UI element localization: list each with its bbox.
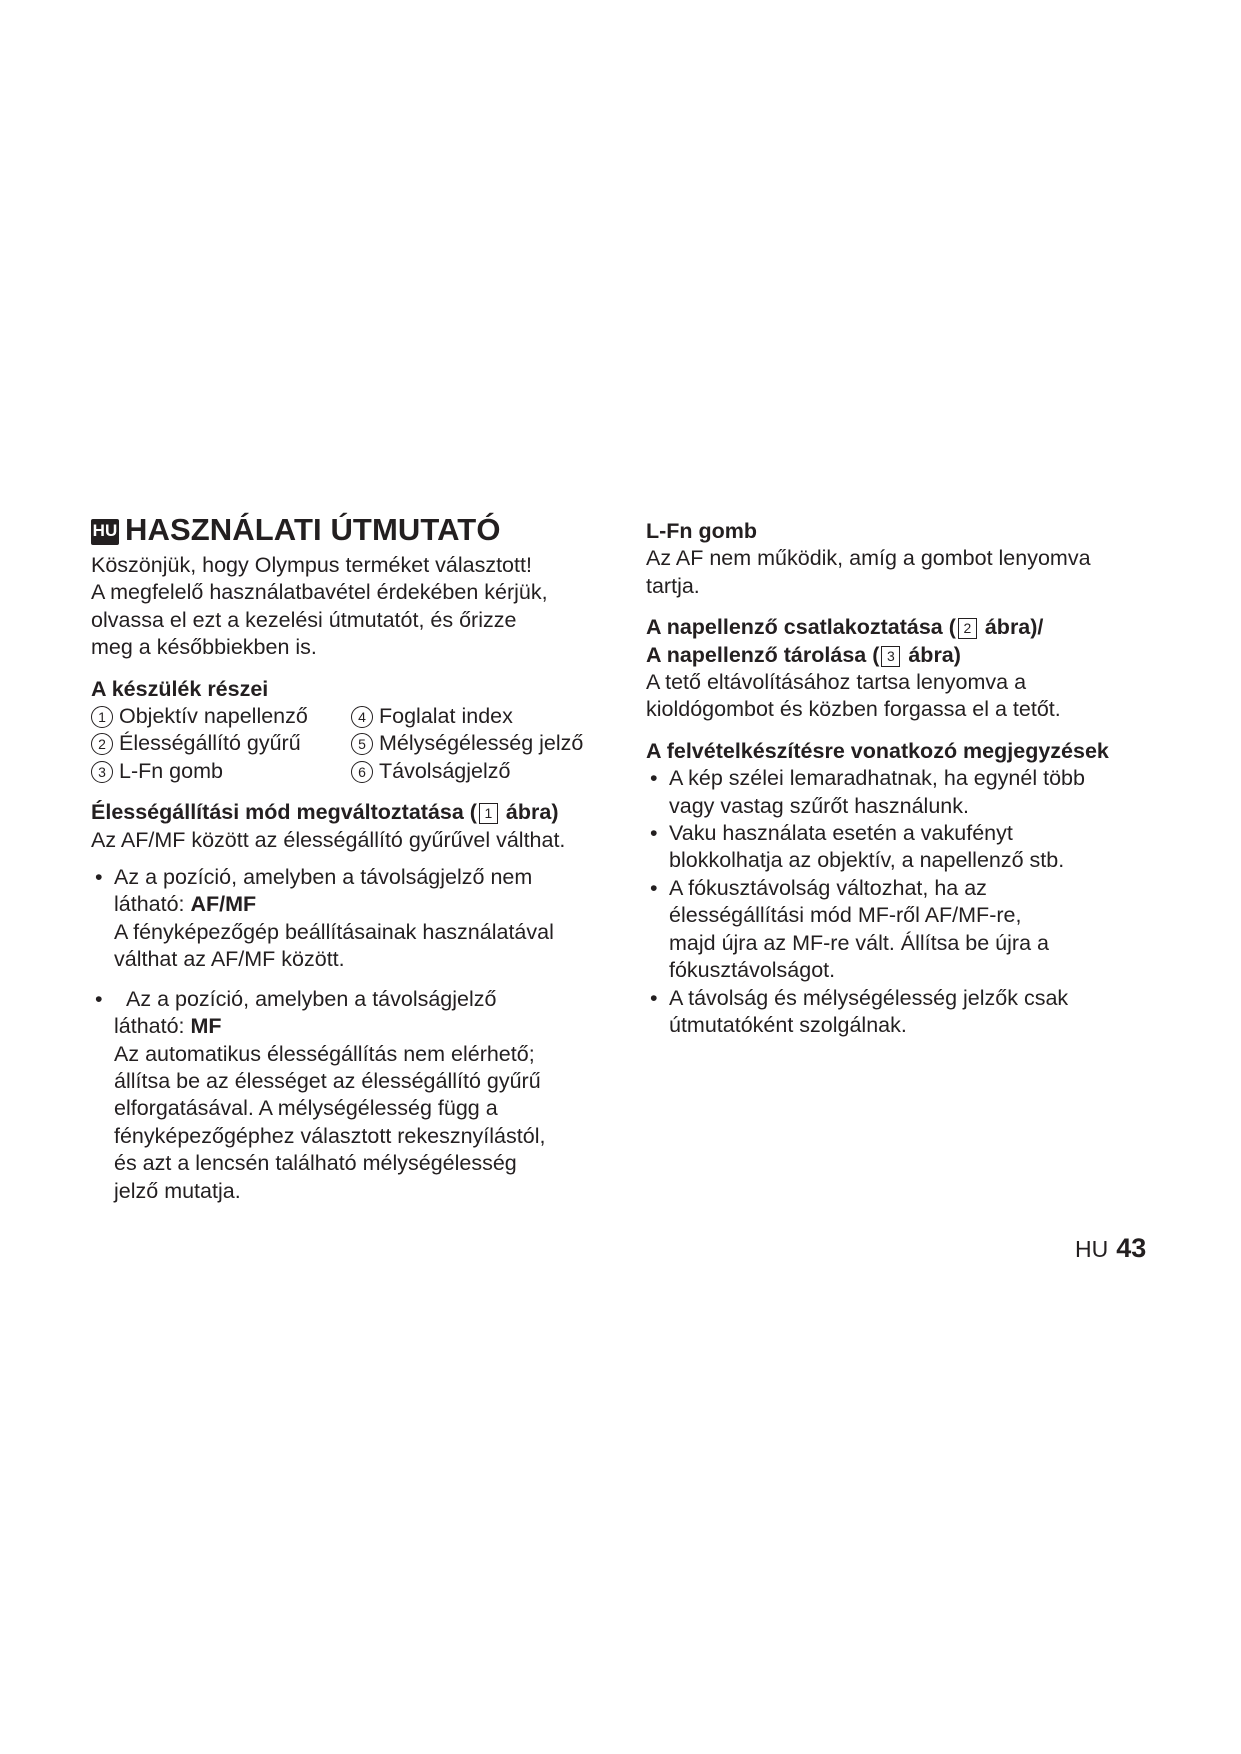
intro-paragraph (91, 552, 616, 662)
bullet-text (114, 891, 616, 918)
part-number: 5 (351, 733, 373, 755)
bullet-text: Az automatikus élességállítás nem elérhető; (114, 1041, 535, 1066)
focus-mode-bullets (91, 864, 616, 974)
page-title-text: HASZNÁLATI ÚTMUTATÓ (125, 512, 501, 547)
bullet-text: élességállítási mód MF-ről AF/MF-re, (669, 903, 1022, 928)
lfn-text: Az AF nem működik, amíg a gombot lenyomva (646, 546, 1091, 571)
bullet-text: • A távolság és mélységélesség jelzők csak (669, 985, 1069, 1010)
heading-text: Élességállítási mód megváltoztatása ( (91, 800, 477, 825)
heading-text: A napellenző csatlakoztatása ( (646, 615, 956, 640)
focus-mode-text: Az AF/MF között az élességállító gyűrűvel válthat. (91, 827, 566, 852)
bullet-text: látható: (114, 1014, 191, 1039)
lfn-heading: L-Fn gomb (646, 519, 758, 543)
bullet-text (114, 1013, 616, 1040)
notes-list (646, 765, 1171, 1039)
intro-line: olvassa el ezt a kezelési útmutatót, és őrizze (91, 607, 517, 632)
part-item (351, 730, 611, 757)
heading-text: A napellenző tárolása ( (646, 642, 880, 667)
part-item (91, 703, 351, 730)
figure-number-box: 2 (958, 618, 977, 639)
language-badge: HU (91, 519, 119, 545)
bullet-text: látható: (114, 892, 191, 917)
bullet-text: • Az a pozíció, amelyben a távolságjelző (126, 986, 497, 1011)
bullet-text: • A kép szélei lemaradhatnak, ha egynél több (669, 766, 1085, 791)
list-item (646, 985, 1171, 1040)
hood-text: A tető eltávolításához tartsa lenyomva a (646, 670, 1027, 695)
mode-label: AF/MF (190, 892, 257, 917)
part-item (351, 703, 611, 730)
bullet-text: elforgatásával. A mélységélesség függ a (114, 1096, 498, 1121)
part-label: L-Fn gomb (119, 758, 223, 783)
right-column (646, 518, 1171, 1039)
heading-text: ábra)/ (978, 615, 1044, 640)
parts-list (91, 703, 616, 785)
parts-heading: A készülék részei (91, 676, 269, 701)
part-number: 1 (91, 706, 113, 728)
part-label: Mélységélesség jelző (379, 731, 584, 756)
bullet-text: fényképezőgéphez választott rekesznyílástól, (114, 1123, 546, 1148)
lfn-text: tartja. (646, 573, 700, 598)
bullet-text: állítsa be az élességet az élességállító gyűrű (114, 1068, 541, 1093)
bullet-text: majd újra az MF-re vált. Állítsa be újra a (669, 930, 1049, 955)
bullet-text: blokkolhatja az objektív, a napellenző stb. (669, 848, 1065, 873)
bullet-text: útmutatóként szolgálnak. (669, 1012, 907, 1037)
part-number: 6 (351, 761, 373, 783)
part-item (91, 758, 351, 785)
part-item (351, 758, 611, 785)
intro-line: meg a későbbiekben is. (91, 635, 317, 660)
list-item (646, 875, 1171, 985)
bullet-text: • Az a pozíció, amelyben a távolságjelző nem (114, 865, 533, 890)
bullet-text: vagy vastag szűrőt használunk. (669, 793, 969, 818)
bullet-text: • A fókusztávolság változhat, ha az (669, 875, 987, 900)
part-number: 3 (91, 761, 113, 783)
list-item (91, 986, 616, 1205)
footer-language: HU (1075, 1236, 1109, 1262)
list-item (646, 820, 1171, 875)
intro-line: Köszönjük, hogy Olympus terméket választott! (91, 553, 532, 577)
part-item (91, 730, 351, 757)
page-number: 43 (1116, 1233, 1147, 1263)
left-column (91, 510, 616, 1205)
bullet-text: A fényképezőgép beállításainak használatával (114, 919, 554, 944)
figure-number-box: 3 (881, 646, 900, 667)
page-title (91, 510, 616, 550)
part-number: 4 (351, 706, 373, 728)
part-label: Objektív napellenző (119, 704, 308, 729)
bullet-text: fókusztávolságot. (669, 958, 836, 983)
list-item (646, 765, 1171, 820)
heading-text: ábra) (499, 800, 559, 825)
part-label: Foglalat index (379, 704, 513, 729)
mode-label: MF (190, 1014, 222, 1039)
hood-attach-heading (646, 614, 1171, 641)
hood-store-heading (646, 642, 1171, 669)
bullet-text: és azt a lencsén található mélységélesség (114, 1151, 517, 1176)
hood-text: kioldógombot és közben forgassa el a tetőt. (646, 697, 1061, 722)
part-number: 2 (91, 733, 113, 755)
intro-line: A megfelelő használatbavétel érdekében kérjük, (91, 580, 548, 605)
part-label: Távolságjelző (379, 758, 511, 783)
bullet-text: jelző mutatja. (114, 1178, 241, 1203)
bullet-text: • Vaku használata esetén a vakufényt (669, 821, 1013, 846)
page-footer (1075, 1233, 1146, 1264)
bullet-text: válthat az AF/MF között. (114, 947, 345, 972)
focus-mode-heading (91, 799, 616, 826)
heading-text: ábra) (902, 642, 961, 667)
part-label: Élességállító gyűrű (119, 731, 301, 756)
list-item (91, 864, 616, 974)
figure-number-box: 1 (479, 803, 498, 824)
notes-heading: A felvételkészítésre vonatkozó megjegyzések (646, 738, 1109, 763)
focus-mode-bullets (91, 986, 616, 1205)
